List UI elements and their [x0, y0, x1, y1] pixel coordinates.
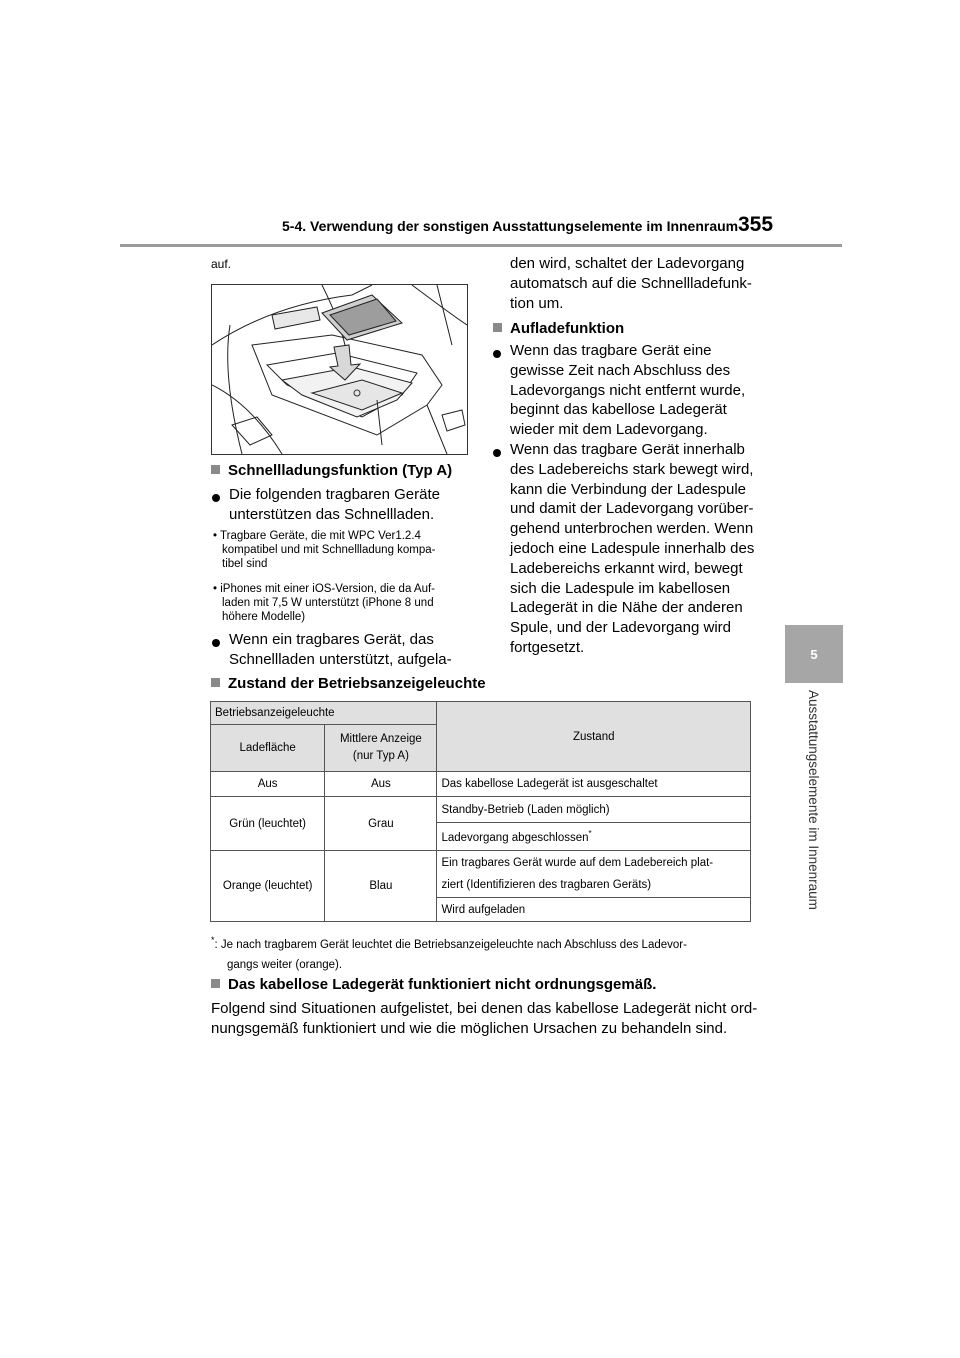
header-middle: Mittlere Anzeige (nur Typ A): [325, 725, 437, 772]
bullet-dot: [493, 350, 501, 358]
status-table: [210, 701, 751, 922]
malfunction-text: Folgend sind Situationen aufgelistet, bei denen das kabellose Ladegerät nicht ord- nungsgemäß funktioniert und wie die möglichen Ursachen zu behandeln sind.: [211, 1000, 758, 1037]
header-rule: [120, 244, 842, 247]
table-row: [211, 772, 751, 797]
heading-malfunction: Das kabellose Ladegerät funktioniert nicht ordnungsgemäß.: [211, 976, 656, 993]
heading-recharge: Aufladefunktion: [493, 320, 624, 337]
chapter-tab[interactable]: 5: [785, 625, 843, 683]
bullet1: Die folgenden tragbaren Geräte unterstützen das Schnellladen.: [229, 486, 440, 523]
bullet-dot: [493, 449, 501, 457]
console-drawing: [212, 285, 467, 454]
header-indicator: Betriebsanzeigeleuchte: [211, 702, 437, 725]
bullet4: Wenn das tragbare Gerät innerhalb des Ladebereichs stark bewegt wird, kann die Verbindung der Ladespule und damit der Ladevorgang vorüber- gehend unterbrochen werden. Wenn jedoch eine Ladespule innerhalb des Ladebereichs erkannt wird, bewegt sich die Ladespule im kabellosen Ladegerät in die Nähe der anderen Spule, und der Ladevorgang wird fortgesetzt.: [510, 441, 755, 656]
bullet3: Wenn das tragbare Gerät eine gewisse Zeit nach Abschluss des Ladevorgangs nicht entfernt wurde, beginnt das kabellose Ladegerät wieder mit dem Ladevorgang.: [510, 342, 746, 439]
bullet-dot: [212, 494, 220, 502]
bullet2: Wenn ein tragbares Gerät, das Schnellladen unterstützt, aufgela-: [229, 631, 452, 668]
cell-area: Orange (leuchtet): [211, 851, 325, 922]
heading-fast-charge: Schnellladungsfunktion (Typ A): [211, 462, 452, 479]
cell-area: Aus: [211, 772, 325, 797]
chapter-side-label: Ausstattungselemente im Innenraum: [806, 690, 821, 910]
intro-text: auf.: [211, 257, 232, 271]
sub-item-iphone: • iPhones mit einer iOS-Version, die da Auf- laden mit 7,5 W unterstützt (iPhone 8 und höhere Modelle): [213, 583, 435, 623]
cell-area: Grün (leuchtet): [211, 797, 325, 851]
header-area: Ladefläche: [211, 725, 325, 772]
cell-state: Ein tragbares Gerät wurde auf dem Ladebereich plat- ziert (Identifizieren des tragbaren Geräts): [437, 851, 751, 898]
cell-middle: Grau: [325, 797, 437, 851]
cell-state: Ladevorgang abgeschlossen*: [437, 823, 751, 851]
bullet-dot: [212, 639, 220, 647]
cell-middle: Blau: [325, 851, 437, 922]
cell-state: Standby-Betrieb (Laden möglich): [437, 797, 751, 823]
heading-indicator-state: Zustand der Betriebsanzeigeleuchte: [211, 675, 486, 692]
cell-state: Das kabellose Ladegerät ist ausgeschaltet: [437, 772, 751, 797]
cell-state: Wird aufgeladen: [437, 898, 751, 922]
header-state: Zustand: [437, 702, 751, 772]
continued-text: den wird, schaltet der Ladevorgang automatsch auf die Schnellladefunk- tion um.: [510, 255, 752, 312]
chapter-side-label-wrap: [805, 690, 825, 930]
footnote: *: Je nach tragbarem Gerät leuchtet die Betriebsanzeigeleuchte nach Abschluss des Ladevor- gangs weiter (orange).: [211, 935, 687, 971]
sub-item-wpc: • Tragbare Geräte, die mit WPC Ver1.2.4 kompatibel und mit Schnellladung kompa- tibel sind: [213, 530, 436, 570]
cell-middle: Aus: [325, 772, 437, 797]
table-row: [211, 851, 751, 898]
page-number: 355: [738, 213, 774, 236]
charger-illustration: [211, 284, 468, 455]
section-title: 5-4. Verwendung der sonstigen Ausstattungselemente im Innenraum: [282, 218, 739, 234]
table-row: [211, 797, 751, 823]
